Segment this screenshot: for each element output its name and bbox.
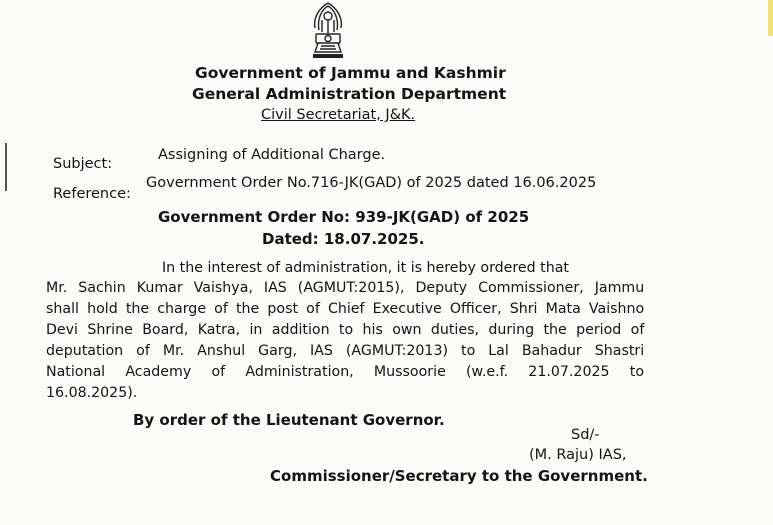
order-date: Dated: 18.07.2025. xyxy=(262,230,425,248)
body-line: shall hold the charge of the post of Chief Executive Officer, Shri Mata Vaishno xyxy=(46,301,645,317)
page-bottom-edge xyxy=(0,488,773,525)
reference-value: Government Order No.716-JK(GAD) of 2025 dated 16.06.2025 xyxy=(146,175,597,191)
body-line: 16.08.2025). xyxy=(46,385,138,401)
state-emblem-icon xyxy=(305,0,351,62)
header-department: General Administration Department xyxy=(192,85,507,103)
subject-label: Subject: xyxy=(53,156,113,172)
header-secretariat: Civil Secretariat, J&K. xyxy=(261,107,416,123)
signatory-designation: Commissioner/Secretary to the Government. xyxy=(270,467,648,485)
edge-mark xyxy=(768,0,773,36)
body-line: Mr. Sachin Kumar Vaishya, IAS (AGMUT:2015), Deputy Commissioner, Jammu xyxy=(46,280,645,296)
body-line: deputation of Mr. Anshul Garg, IAS (AGMUT:2013) to Lal Bahadur Shastri xyxy=(46,343,645,359)
body-line: National Academy of Administration, Mussoorie (w.e.f. 21.07.2025 to xyxy=(46,364,644,380)
body-line: In the interest of administration, it is hereby ordered that xyxy=(162,260,569,276)
closing-line: By order of the Lieutenant Governor. xyxy=(133,411,445,429)
body-line: Devi Shrine Board, Katra, in addition to his own duties, during the period of xyxy=(46,322,645,338)
header-government: Government of Jammu and Kashmir xyxy=(195,64,506,82)
signature-sd: Sd/- xyxy=(571,427,600,443)
margin-mark xyxy=(5,143,7,191)
signatory-name: (M. Raju) IAS, xyxy=(529,447,627,463)
reference-label: Reference: xyxy=(53,186,131,202)
order-number: Government Order No: 939-JK(GAD) of 2025 xyxy=(158,208,530,226)
subject-value: Assigning of Additional Charge. xyxy=(158,147,386,163)
